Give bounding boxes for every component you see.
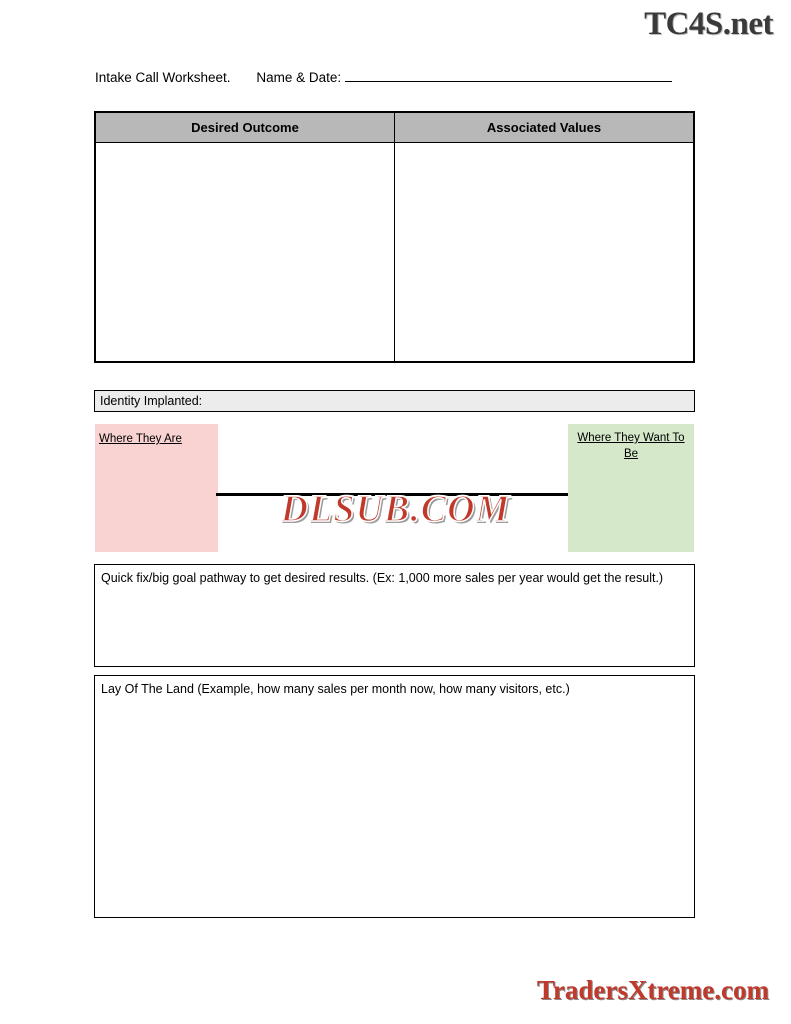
cell-desired-outcome[interactable] xyxy=(96,143,395,362)
lay-of-the-land-prompt: Lay Of The Land (Example, how many sales per month now, how many visitors, etc.) xyxy=(101,682,570,696)
where-they-want-to-be-box[interactable] xyxy=(568,424,694,552)
worksheet-header xyxy=(95,68,695,85)
column-header-associated-values: Associated Values xyxy=(395,113,694,143)
quick-fix-prompt: Quick fix/big goal pathway to get desired results. (Ex: 1,000 more sales per year would get the result.) xyxy=(101,571,664,585)
name-date-input-line[interactable] xyxy=(345,68,672,82)
identity-implanted-field[interactable] xyxy=(94,390,695,412)
center-watermark-text: DLSUB.COM xyxy=(280,488,511,530)
name-date-label: Name & Date: xyxy=(256,70,342,85)
gap-connector-line xyxy=(216,493,570,496)
quick-fix-pathway-box[interactable] xyxy=(94,564,695,667)
where-they-are-label: Where They Are xyxy=(99,433,182,445)
identity-implanted-label: Identity Implanted: xyxy=(100,394,203,408)
top-right-brand-watermark: TC4S.net xyxy=(644,6,773,42)
where-they-want-to-be-label: Where They Want To Be xyxy=(577,432,685,460)
table-header-row xyxy=(96,113,694,143)
column-header-desired-outcome: Desired Outcome xyxy=(96,113,395,143)
table-row xyxy=(96,143,694,362)
where-they-are-box[interactable] xyxy=(95,424,218,552)
worksheet-title: Intake Call Worksheet. xyxy=(95,70,231,85)
bottom-right-brand-watermark: TradersXtreme.com xyxy=(536,975,769,1005)
desired-outcome-table xyxy=(94,111,695,363)
cell-associated-values[interactable] xyxy=(395,143,694,362)
lay-of-the-land-box[interactable] xyxy=(94,675,695,918)
